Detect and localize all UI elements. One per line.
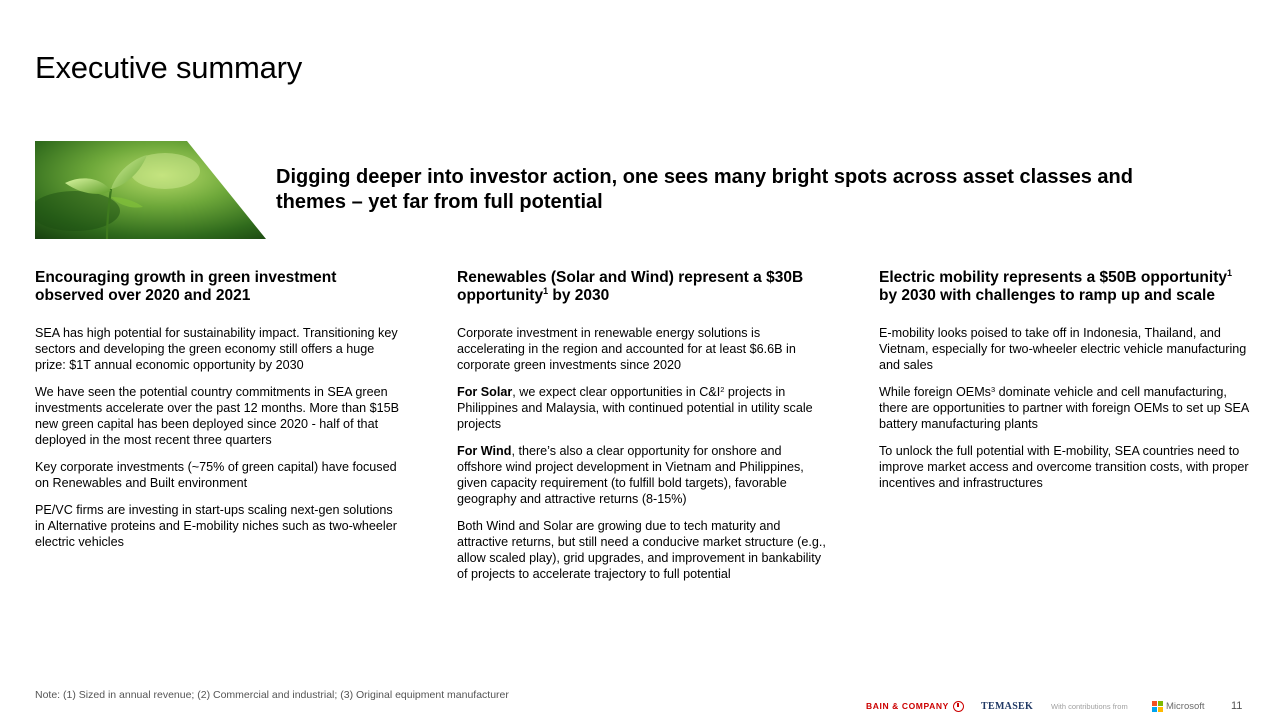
paragraph: We have seen the potential country commitments in SEA green investments accelerate over the past 12 months. More than $15B new green capital has been deployed since 2020 - half of that deployed in the most recent three quarters (35, 385, 400, 447)
bold-lead: For Solar (457, 385, 513, 399)
paragraph-wind (457, 443, 827, 507)
paragraph: To unlock the full potential with E-mobility, SEA countries need to improve market access and overcome transition costs, with proper incentives and infrastructures (879, 444, 1249, 490)
paragraph (879, 384, 1251, 432)
bold-lead: For Wind (457, 444, 512, 458)
microsoft-logo-icon (1152, 701, 1163, 712)
paragraph-text: projects in Philippines and Malaysia, with continued potential in utility scale projects (457, 385, 813, 431)
paragraph-text: , we expect clear opportunities in C&I (512, 385, 721, 399)
contributions-label: With contributions from (1051, 701, 1128, 711)
paragraph: E-mobility looks poised to take off in Indonesia, Thailand, and Vietnam, especially for two-wheeler electric vehicle manufacturing and sales (879, 326, 1247, 372)
footnote-ref: 1 (1227, 268, 1233, 278)
column-heading: Encouraging growth in green investment observed over 2020 and 2021 (35, 269, 337, 304)
column-renewables (457, 269, 827, 593)
temasek-logo: TEMASEK (981, 700, 1034, 712)
headline: Digging deeper into investor action, one sees many bright spots across asset classes and themes – yet far from full potential (276, 166, 1133, 213)
seedling-photo (35, 141, 266, 239)
page-number: 11 (1231, 700, 1243, 712)
bain-logo (866, 697, 964, 715)
paragraph: Key corporate investments (~75% of green capital) have focused on Renewables and Built environment (35, 460, 397, 490)
paragraph: SEA has high potential for sustainability impact. Transitioning key sectors and developing the green economy still offers a huge prize: $1T annual economic opportunity by 2030 (35, 326, 398, 372)
paragraph: Corporate investment in renewable energy solutions is accelerating in the region and accounted for at least $6.6B in corporate green investments since 2020 (457, 326, 796, 372)
column-green-investment (35, 269, 405, 561)
footnote-ref: 1 (543, 286, 549, 296)
footnote-ref: 3 (990, 385, 996, 394)
page-title: Executive summary (35, 50, 303, 85)
paragraph-solar (457, 384, 827, 432)
heading-text: Electric mobility represents a $50B opportunity (879, 269, 1227, 286)
heading-text: by 2030 (548, 287, 610, 304)
column-heading (879, 269, 1251, 325)
paragraph-text: dominate vehicle and cell manufacturing, there are opportunities to partner with foreign OEMs to set up SEA battery manufacturing plants (879, 385, 1249, 431)
microsoft-logo (1152, 697, 1205, 715)
paragraph-text: While foreign OEMs (879, 385, 991, 399)
paragraph-text: , there’s also a clear opportunity for onshore and offshore wind project development in Vietnam and Philippines, given capacity requirement (to fulfill bold targets), favorable geography and attractive returns (8-15%) (457, 444, 804, 506)
paragraph: Both Wind and Solar are growing due to tech maturity and attractive returns, but still need a conducive market structure (e.g., allow scaled play), grid upgrades, and improvement in bankability of projects to accelerate trajectory to full potential (457, 519, 826, 581)
heading-text: Renewables (Solar and Wind) represent a $30B opportunity (457, 269, 804, 304)
microsoft-logo-text: Microsoft (1166, 700, 1205, 712)
column-heading (457, 269, 827, 325)
heading-text: by 2030 with challenges to ramp up and scale (879, 287, 1215, 304)
footnote-ref: 2 (720, 385, 725, 394)
bain-logo-text: BAIN & COMPANY (866, 701, 949, 711)
footnote: Note: (1) Sized in annual revenue; (2) Commercial and industrial; (3) Original equipment manufacturer (35, 689, 509, 701)
bain-logo-icon (953, 701, 964, 712)
column-e-mobility (879, 269, 1251, 502)
paragraph: PE/VC firms are investing in start-ups scaling next-gen solutions in Alternative proteins and E-mobility niches such as two-wheeler electric vehicles (35, 503, 397, 549)
